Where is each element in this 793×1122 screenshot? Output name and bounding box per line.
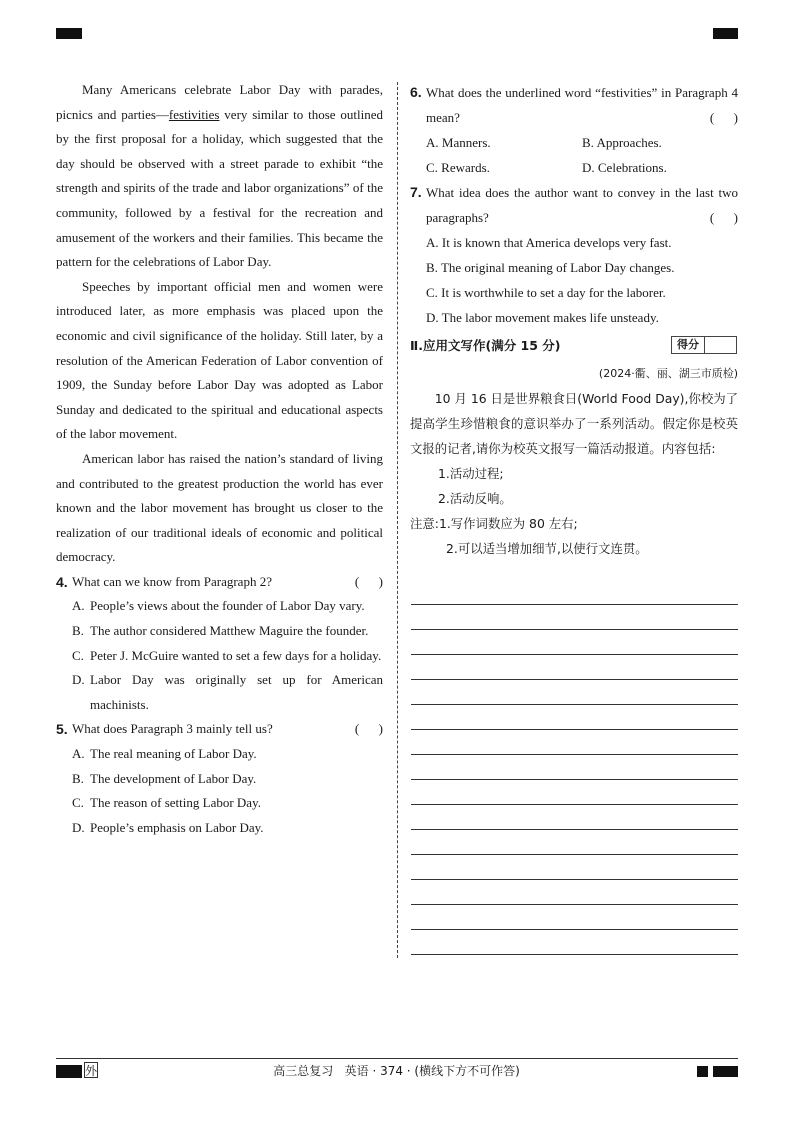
option-letter: C. — [426, 285, 438, 300]
answer-line[interactable] — [411, 779, 738, 780]
option-letter: B. — [582, 135, 594, 150]
option-text: Peter J. McGuire wanted to set a few days for a holiday. — [90, 647, 382, 663]
option-letter: A. — [72, 746, 85, 762]
score-field[interactable] — [705, 337, 736, 353]
question-text: What idea does the author want to convey in the last two paragraphs? — [426, 185, 738, 225]
question-5 — [56, 717, 383, 840]
prompt-note-1: 注意:1.写作词数应为 80 左右; — [410, 516, 578, 531]
prompt-item-1: 1.活动过程; — [438, 466, 504, 481]
answer-blank[interactable]: ( ) — [709, 110, 738, 125]
answer-line[interactable] — [411, 654, 738, 655]
writing-prompt — [410, 386, 738, 561]
option-text: People’s emphasis on Labor Day. — [90, 819, 264, 835]
option-c — [426, 155, 582, 180]
option-c — [56, 791, 383, 816]
question-text: What does Paragraph 3 mainly tell us? — [72, 721, 273, 737]
right-column — [410, 80, 738, 330]
question-7 — [410, 180, 738, 330]
prompt-note-2: 2.可以适当增加细节,以使行文连贯。 — [446, 541, 648, 556]
answer-line[interactable] — [411, 854, 738, 855]
answer-line[interactable] — [411, 954, 738, 955]
option-letter: A. — [72, 598, 85, 614]
option-text: The real meaning of Labor Day. — [90, 746, 257, 762]
answer-line[interactable] — [411, 904, 738, 905]
option-text: People’s views about the founder of Labor Day vary. — [90, 598, 365, 614]
option-text: It is known that America develops very fast. — [441, 235, 672, 250]
option-a — [56, 742, 383, 767]
option-letter: B. — [72, 623, 84, 639]
option-a — [426, 130, 582, 155]
option-letter: B. — [72, 770, 84, 786]
option-d — [56, 816, 383, 841]
reading-paragraph-2: Speeches by important official men and women were introduced later, as more emphasis was placed upon the economic and civil significance of the holiday. Still later, by a resolution of the American Federation of Labor convention of 1909, the Sunday before Labor Day was adopted as Labor Sunday and dedicated to the spiritual and educational aspects of the labor movement. — [56, 278, 383, 442]
option-letter: D. — [72, 672, 85, 688]
answer-blank[interactable]: ( ) — [354, 573, 383, 589]
option-letter: A. — [426, 135, 439, 150]
prompt-item-2: 2.活动反响。 — [438, 491, 512, 506]
answer-line[interactable] — [411, 729, 738, 730]
option-a — [410, 230, 738, 255]
option-letter: C. — [72, 647, 84, 663]
section-title: Ⅱ.应用文写作(满分 15 分) — [410, 338, 561, 353]
option-letter: C. — [72, 795, 84, 811]
answer-line[interactable] — [411, 604, 738, 605]
question-6 — [410, 80, 738, 180]
option-text: Celebrations. — [597, 160, 667, 175]
question-text: What does the underlined word “festivities” in Paragraph 4 mean? — [426, 85, 738, 125]
answer-line[interactable] — [411, 679, 738, 680]
option-d — [56, 668, 383, 717]
answer-line[interactable] — [411, 879, 738, 880]
reading-paragraph-3: American labor has raised the nation’s standard of living and contributed to the greatest production the world has ever known and the labor movement has brought us closer to the realization of our traditional ideals of economic and political democracy. — [56, 450, 383, 565]
option-text: The author considered Matthew Maguire the founder. — [90, 623, 369, 639]
option-letter: C. — [426, 160, 438, 175]
option-c — [56, 644, 383, 669]
writing-section-header — [410, 336, 738, 356]
option-d — [582, 155, 738, 180]
option-c — [410, 280, 738, 305]
answer-line[interactable] — [411, 704, 738, 705]
option-letter: B. — [426, 260, 438, 275]
option-letter: A. — [426, 235, 439, 250]
registration-mark-bottom-right-small — [697, 1066, 708, 1077]
answer-line[interactable] — [411, 829, 738, 830]
option-letter: D. — [582, 160, 595, 175]
option-a — [56, 594, 383, 619]
option-b — [56, 767, 383, 792]
paragraph-text: Many Americans celebrate Labor Day with parades, picnics and parties— — [56, 82, 383, 122]
option-text: Approaches. — [596, 135, 662, 150]
option-text: The original meaning of Labor Day changes. — [440, 260, 675, 275]
underlined-word: festivities — [168, 106, 220, 122]
question-number: 6. — [410, 84, 422, 100]
left-column — [56, 78, 383, 840]
registration-mark-top-right — [713, 28, 738, 39]
exam-source: (2024·衢、丽、湖三市质检) — [598, 367, 738, 380]
answer-blank[interactable]: ( ) — [354, 721, 383, 737]
score-box — [671, 336, 737, 354]
option-text: The reason of setting Labor Day. — [90, 795, 261, 811]
option-text: The development of Labor Day. — [90, 770, 257, 786]
registration-mark-bottom-right — [713, 1066, 738, 1077]
option-b — [410, 255, 738, 280]
question-number: 4. — [56, 573, 68, 590]
answer-blank[interactable]: ( ) — [709, 210, 738, 225]
question-number: 7. — [410, 184, 422, 200]
registration-mark-top-left — [56, 28, 82, 39]
option-text: The labor movement makes life unsteady. — [441, 310, 659, 325]
option-text: Manners. — [441, 135, 491, 150]
option-text: Labor Day was originally set up for American machinists. — [90, 672, 383, 712]
option-text: It is worthwhile to set a day for the laborer. — [441, 285, 666, 300]
column-divider — [397, 82, 398, 958]
option-letter: D. — [426, 310, 439, 325]
reading-paragraph-1 — [56, 78, 383, 275]
answer-line[interactable] — [411, 929, 738, 930]
answer-line[interactable] — [411, 754, 738, 755]
prompt-intro: 10 月 16 日是世界粮食日(World Food Day),你校为了提高学生珍惜粮食的意识举办了一系列活动。假定你是校英文报的记者,请你为校英文报写一篇活动报道。内容包括: — [410, 391, 739, 456]
option-b — [56, 619, 383, 644]
footer-rule — [56, 1058, 738, 1059]
option-grid — [410, 130, 738, 180]
page-footer: 高三总复习 英语 · 374 · (横线下方不可作答) — [273, 1064, 520, 1078]
score-label: 得分 — [672, 337, 705, 353]
option-b — [582, 130, 738, 155]
answer-line[interactable] — [411, 804, 738, 805]
option-d — [410, 305, 738, 330]
corner-box: 外 — [85, 1064, 98, 1078]
option-text: Rewards. — [441, 160, 490, 175]
question-text: What can we know from Paragraph 2? — [72, 573, 272, 589]
question-4 — [56, 570, 383, 718]
question-number: 5. — [56, 721, 68, 738]
option-letter: D. — [72, 819, 85, 835]
answer-line[interactable] — [411, 629, 738, 630]
paragraph-text: very similar to those outlined by the first proposal for a holiday, which suggested that the day should be observed with a street parade to exhibit “the strength and spirits of the trade and labor organizations” of the community, followed by a festival for the recreation and amusement of the workers and their families. This became the pattern for the celebrations of Labor Day. — [56, 106, 383, 270]
